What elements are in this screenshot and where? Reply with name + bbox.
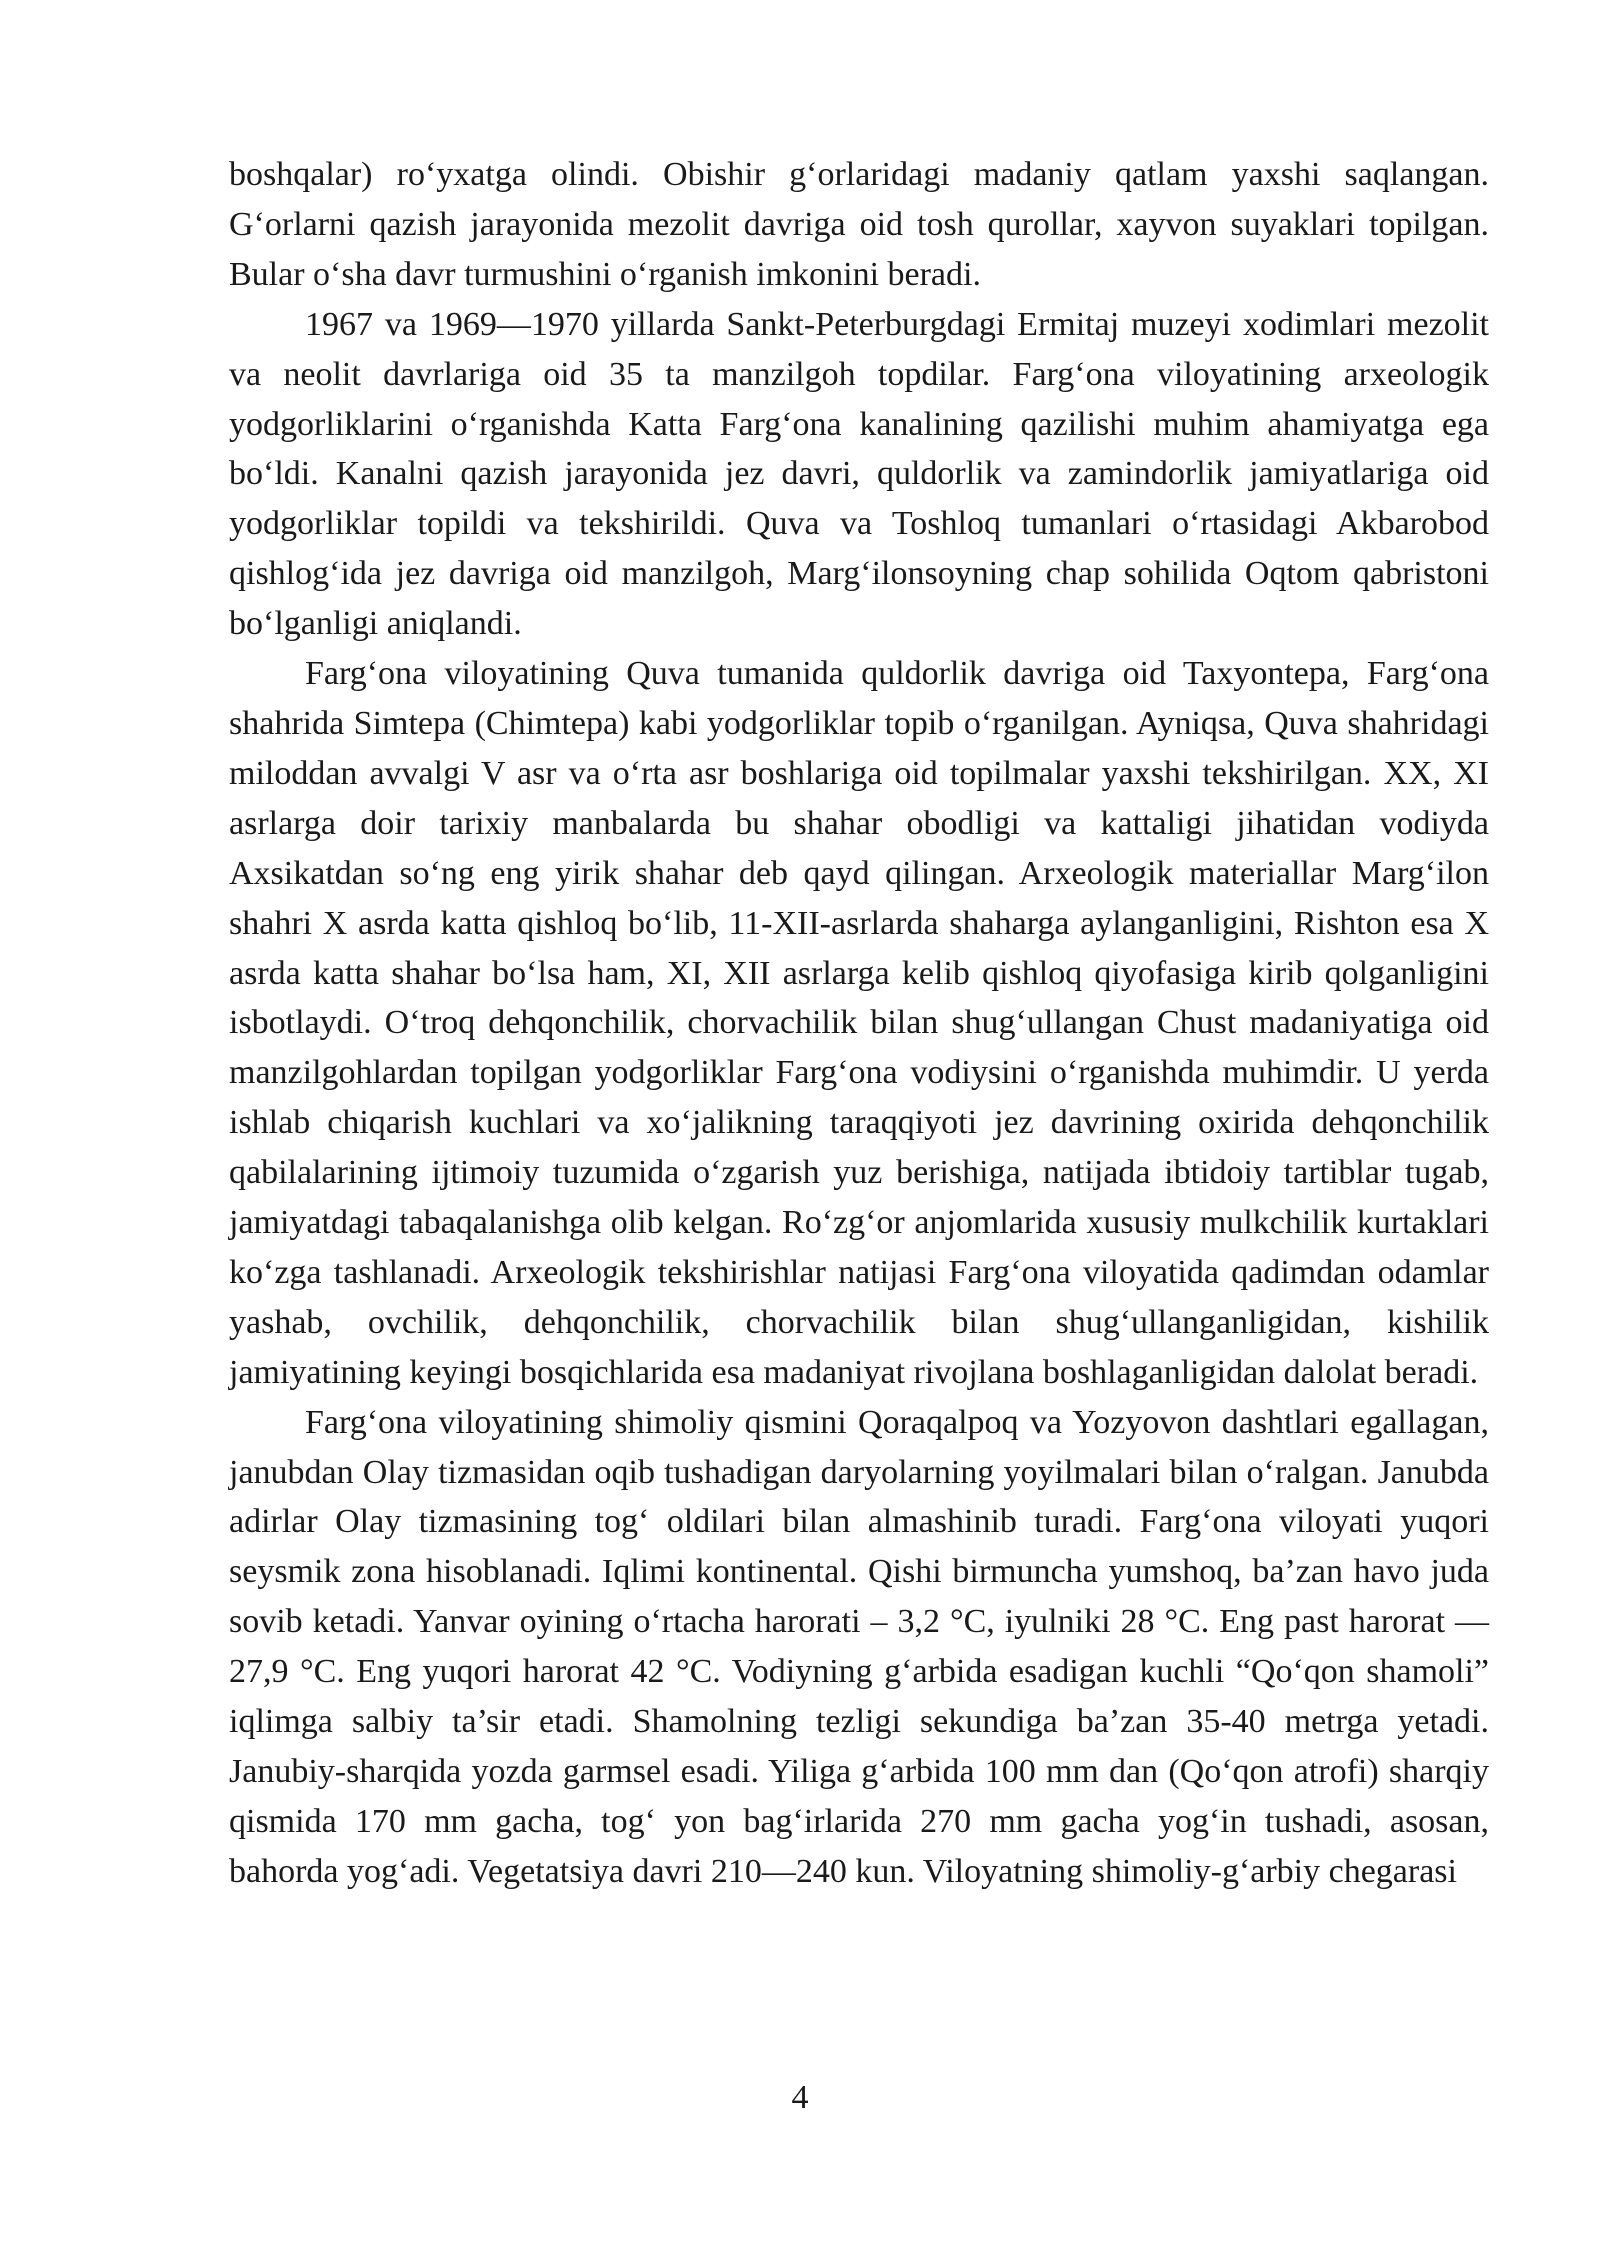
paragraph-ermitaj-expeditions: 1967 va 1969—1970 yillarda Sankt-Peterburgdagi Ermitaj muzeyi xodimlari mezolit va neolit davrlariga oid 35 ta manzilgoh topdilar. Farg‘ona viloyatining arxeologik yodgorliklarini o‘rganishda Katta Farg‘ona kanalining qazilishi muhim ahamiyatga ega bo‘ldi. Kanalni qazish jarayonida jez davri, quldorlik va zamindorlik jamiyatlariga oid yodgorliklar topildi va tekshirildi. Quva va Toshloq tumanlari o‘rtasidagi Akbarobod qishlog‘ida jez davriga oid manzilgoh, Marg‘ilonsoyning chap sohilida Oqtom qabristoni bo‘lganligi aniqlandi.	[229, 305, 1489, 643]
paragraph-continuation: boshqalar) ro‘yxatga olindi. Obishir g‘orlaridagi madaniy qatlam yaxshi saqlangan. G‘orlarni qazish jarayonida mezolit davriga oid tosh qurollar, xayvon suyaklari topilgan. Bular o‘sha davr turmushini o‘rganish imkonini beradi.	[229, 156, 1489, 293]
document-body	[229, 150, 1489, 1897]
paragraph-quva-archaeology: Farg‘ona viloyatining Quva tumanida quldorlik davriga oid Taxyontepa, Farg‘ona shahrida Simtepa (Chimtepa) kabi yodgorliklar topib o‘rganilgan. Ayniqsa, Quva shahridagi miloddan avvalgi V asr va o‘rta asr boshlariga oid topilmalar yaxshi tekshirilgan. XX, XI asrlarga doir tarixiy manbalarda bu shahar obodligi va kattaligi jihatidan vodiyda Axsikatdan so‘ng eng yirik shahar deb qayd qilingan. Arxeologik materiallar Marg‘ilon shahri X asrda katta qishloq bo‘lib, 11-XII-asrlarda shaharga aylanganligini, Rishton esa X asrda katta shahar bo‘lsa ham, XI, XII asrlarga kelib qishloq qiyofasiga kirib qolganligini isbotlaydi. O‘troq dehqonchilik, chorvachilik bilan shug‘ullangan Chust madaniyatiga oid manzilgohlardan topilgan yodgorliklar Farg‘ona vodiysini o‘rganishda muhimdir. U yerda ishlab chiqarish kuchlari va xo‘jalikning taraqqiyoti jez davrining oxirida dehqonchilik qabilalarining ijtimoiy tuzumida o‘zgarish yuz berishiga, natijada ibtidoiy tartiblar tugab, jamiyatdagi tabaqalanishga olib kelgan. Ro‘zg‘or anjomlarida xususiy mulkchilik kurtaklari ko‘zga tashlanadi. Arxeologik tekshirishlar natijasi Farg‘ona viloyatida qadimdan odamlar yashab, ovchilik, dehqonchilik, chorvachilik bilan shug‘ullanganligidan, kishilik jamiyatining keyingi bosqichlarida esa madaniyat rivojlana boshlaganligidan dalolat beradi.	[229, 655, 1489, 1391]
page-number: 4	[791, 2079, 809, 2116]
paragraph-geography-climate: Farg‘ona viloyatining shimoliy qismini Qoraqalpoq va Yozyovon dashtlari egallagan, janubdan Olay tizmasidan oqib tushadigan daryolarning yoyilmalari bilan o‘ralgan. Janubda adirlar Olay tizmasining tog‘ oldilari bilan almashinib turadi. Farg‘ona viloyati yuqori seysmik zona hisoblanadi. Iqlimi kontinental. Qishi birmuncha yumshoq, ba’zan havo juda sovib ketadi. Yanvar oyining o‘rtacha harorati – 3,2 °C, iyulniki 28 °C. Eng past harorat —27,9 °C. Eng yuqori harorat 42 °C. Vodiyning g‘arbida esadigan kuchli “Qo‘qon shamoli” iqlimga salbiy ta’sir etadi. Shamolning tezligi sekundiga ba’zan 35-40 metrga yetadi. Janubiy-sharqida yozda garmsel esadi. Yiliga g‘arbida 100 mm dan (Qo‘qon atrofi) sharqiy qismida 170 mm gacha, tog‘ yon bag‘irlarida 270 mm gacha yog‘in tushadi, asosan, bahorda yog‘adi. Vegetatsiya davri 210—240 kun. Viloyatning shimoliy-g‘arbiy chegarasi	[229, 1403, 1489, 1890]
